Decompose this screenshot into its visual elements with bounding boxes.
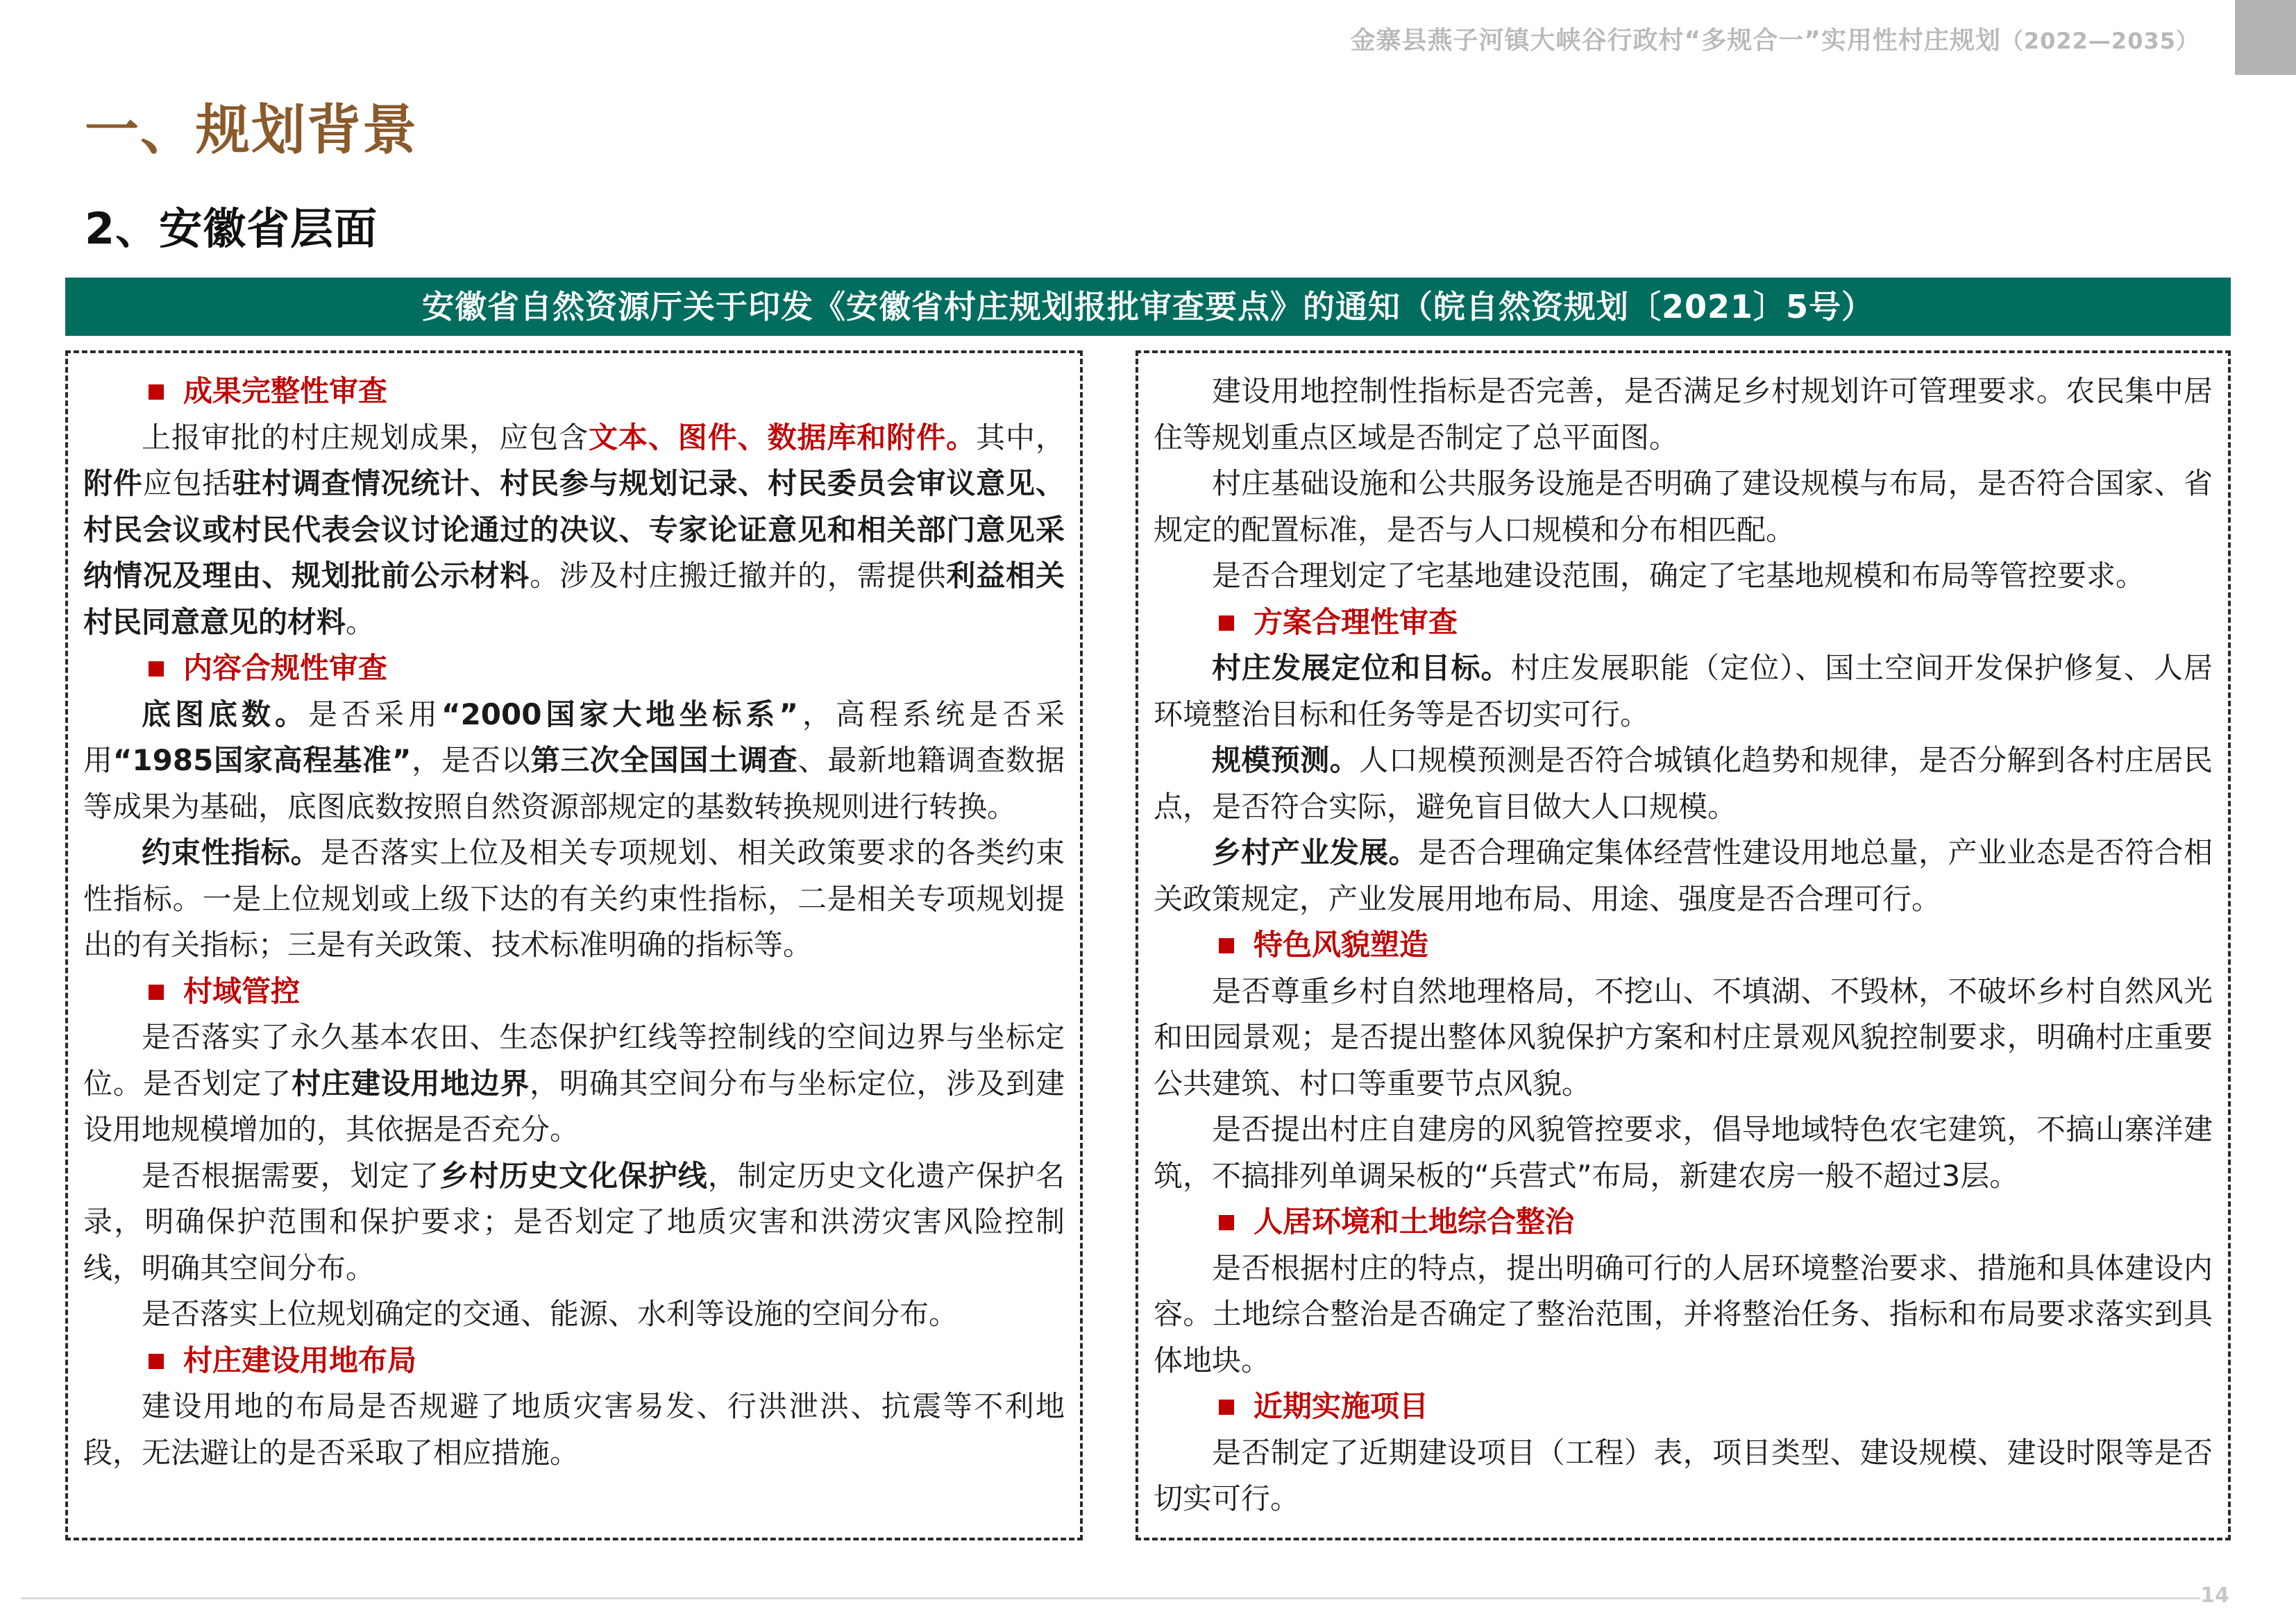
- red-square-bullet-icon: [149, 1354, 164, 1369]
- paragraph-completeness: 上报审批的村庄规划成果，应包含文本、图件、数据库和附件。其中，附件应包括驻村调查情况统计、村民参与规划记录、村民委员会审议意见、村民会议或村民代表会议讨论通过的决议、专家论证意见和相关部门意见采纳情况及理由、规划批前公示材料。涉及村庄搬迁撤并的，需提供利益相关村民同意意见的材料。: [83, 420, 1065, 639]
- section-title: 一、规划背景: [85, 99, 419, 162]
- heading-rationality-review: 方案合理性审查: [1154, 600, 2213, 646]
- paragraph-near-term: 是否制定了近期建设项目（工程）表，项目类型、建设规模、建设时限等是否切实可行。: [1154, 1435, 2213, 1515]
- red-square-bullet-icon: [149, 985, 164, 1000]
- paragraph-facilities: 是否落实上位规划确定的交通、能源、水利等设施的空间分布。: [142, 1297, 959, 1331]
- heading-near-term-projects: 近期实施项目: [1154, 1384, 2213, 1430]
- red-square-bullet-icon: [1219, 1215, 1234, 1230]
- notice-banner: 安徽省自然资源厅关于印发《安徽省村庄规划报批审查要点》的通知（皖自然资规划〔2021〕5号）: [65, 278, 2231, 336]
- corner-decoration: [2235, 0, 2296, 75]
- paragraph-scale-forecast: 规模预测。人口规模预测是否符合城镇化趋势和规律，是否分解到各村庄居民点，是否符合实际，避免盲目做大人口规模。: [1154, 743, 2213, 824]
- header-title-text: 金寨县燕子河镇大峡谷行政村“多规合一”实用性村庄规划: [1350, 26, 2001, 55]
- header-years: （2022—2035）: [2000, 28, 2199, 54]
- red-square-bullet-icon: [1219, 1400, 1234, 1415]
- footer-divider: [21, 1597, 2200, 1599]
- red-square-bullet-icon: [1219, 615, 1234, 631]
- red-square-bullet-icon: [149, 384, 164, 400]
- heading-landscape: 特色风貌塑造: [1154, 922, 2213, 969]
- paragraph-control-lines: 是否落实了永久基本农田、生态保护红线等控制线的空间边界与坐标定位。是否划定了村庄建设用地边界，明确其空间分布与坐标定位，涉及到建设用地规模增加的，其依据是否充分。: [83, 1020, 1065, 1146]
- right-content-box: [1136, 350, 2231, 1540]
- heading-compliance-review: 内容合规性审查: [83, 645, 1065, 692]
- left-content-box: [65, 350, 1083, 1540]
- heading-environment-remediation: 人居环境和土地综合整治: [1154, 1199, 2213, 1246]
- paragraph-land-indicators: 建设用地控制性指标是否完善，是否满足乡村规划许可管理要求。农民集中居住等规划重点区域是否制定了总平面图。: [1154, 374, 2213, 454]
- paragraph-homestead: 是否合理划定了宅基地建设范围，确定了宅基地规模和布局等管控要求。: [1212, 559, 2145, 593]
- paragraph-natural-pattern: 是否尊重乡村自然地理格局，不挖山、不填湖、不毁林，不破坏乡村自然风光和田园景观；是否提出整体风貌保护方案和村庄景观风貌控制要求，明确村庄重要公共建筑、村口等重要节点风貌。: [1154, 974, 2213, 1101]
- heading-completeness-review: 成果完整性审查: [83, 368, 1065, 415]
- sub-title: 2、安徽省层面: [85, 203, 378, 254]
- paragraph-heritage-line: 是否根据需要，划定了乡村历史文化保护线，制定历史文化遗产保护名录，明确保护范围和保护要求；是否划定了地质灾害和洪涝灾害风险控制线，明确其空间分布。: [83, 1158, 1065, 1285]
- paragraph-infrastructure: 村庄基础设施和公共服务设施是否明确了建设规模与布局，是否符合国家、省规定的配置标准，是否与人口规模和分布相匹配。: [1154, 466, 2213, 547]
- heading-land-layout: 村庄建设用地布局: [83, 1338, 1065, 1384]
- paragraph-base-map: 底图底数。是否采用“2000国家大地坐标系”，高程系统是否采用“1985国家高程基准”，是否以第三次全国国土调查、最新地籍调查数据等成果为基础，底图底数按照自然资源部规定的基数转换规则进行转换。: [83, 697, 1065, 824]
- red-square-bullet-icon: [149, 661, 164, 677]
- page-number: 14: [2200, 1583, 2229, 1608]
- paragraph-remediation: 是否根据村庄的特点，提出明确可行的人居环境整治要求、措施和具体建设内容。土地综合整治是否确定了整治范围，并将整治任务、指标和布局要求落实到具体地块。: [1154, 1250, 2213, 1377]
- red-square-bullet-icon: [1219, 938, 1234, 953]
- document-header-title: [1351, 21, 2199, 56]
- paragraph-positioning: 村庄发展定位和目标。村庄发展职能（定位）、国土空间开发保护修复、人居环境整治目标和任务等是否切实可行。: [1154, 651, 2213, 731]
- paragraph-land-layout: 建设用地的布局是否规避了地质灾害易发、行洪泄洪、抗震等不利地段，无法避让的是否采取了相应措施。: [83, 1389, 1065, 1470]
- heading-village-control: 村域管控: [83, 969, 1065, 1015]
- paragraph-binding-indicators: 约束性指标。是否落实上位及相关专项规划、相关政策要求的各类约束性指标。一是上位规划或上级下达的有关约束性指标，二是相关专项规划提出的有关指标；三是有关政策、技术标准明确的指标等。: [83, 835, 1065, 962]
- paragraph-industry: 乡村产业发展。是否合理确定集体经营性建设用地总量，产业业态是否符合相关政策规定，产业发展用地布局、用途、强度是否合理可行。: [1154, 835, 2213, 916]
- paragraph-self-built-housing: 是否提出村庄自建房的风貌管控要求，倡导地域特色农宅建筑，不搞山寨洋建筑，不搞排列单调呆板的“兵营式”布局，新建农房一般不超过3层。: [1154, 1112, 2213, 1193]
